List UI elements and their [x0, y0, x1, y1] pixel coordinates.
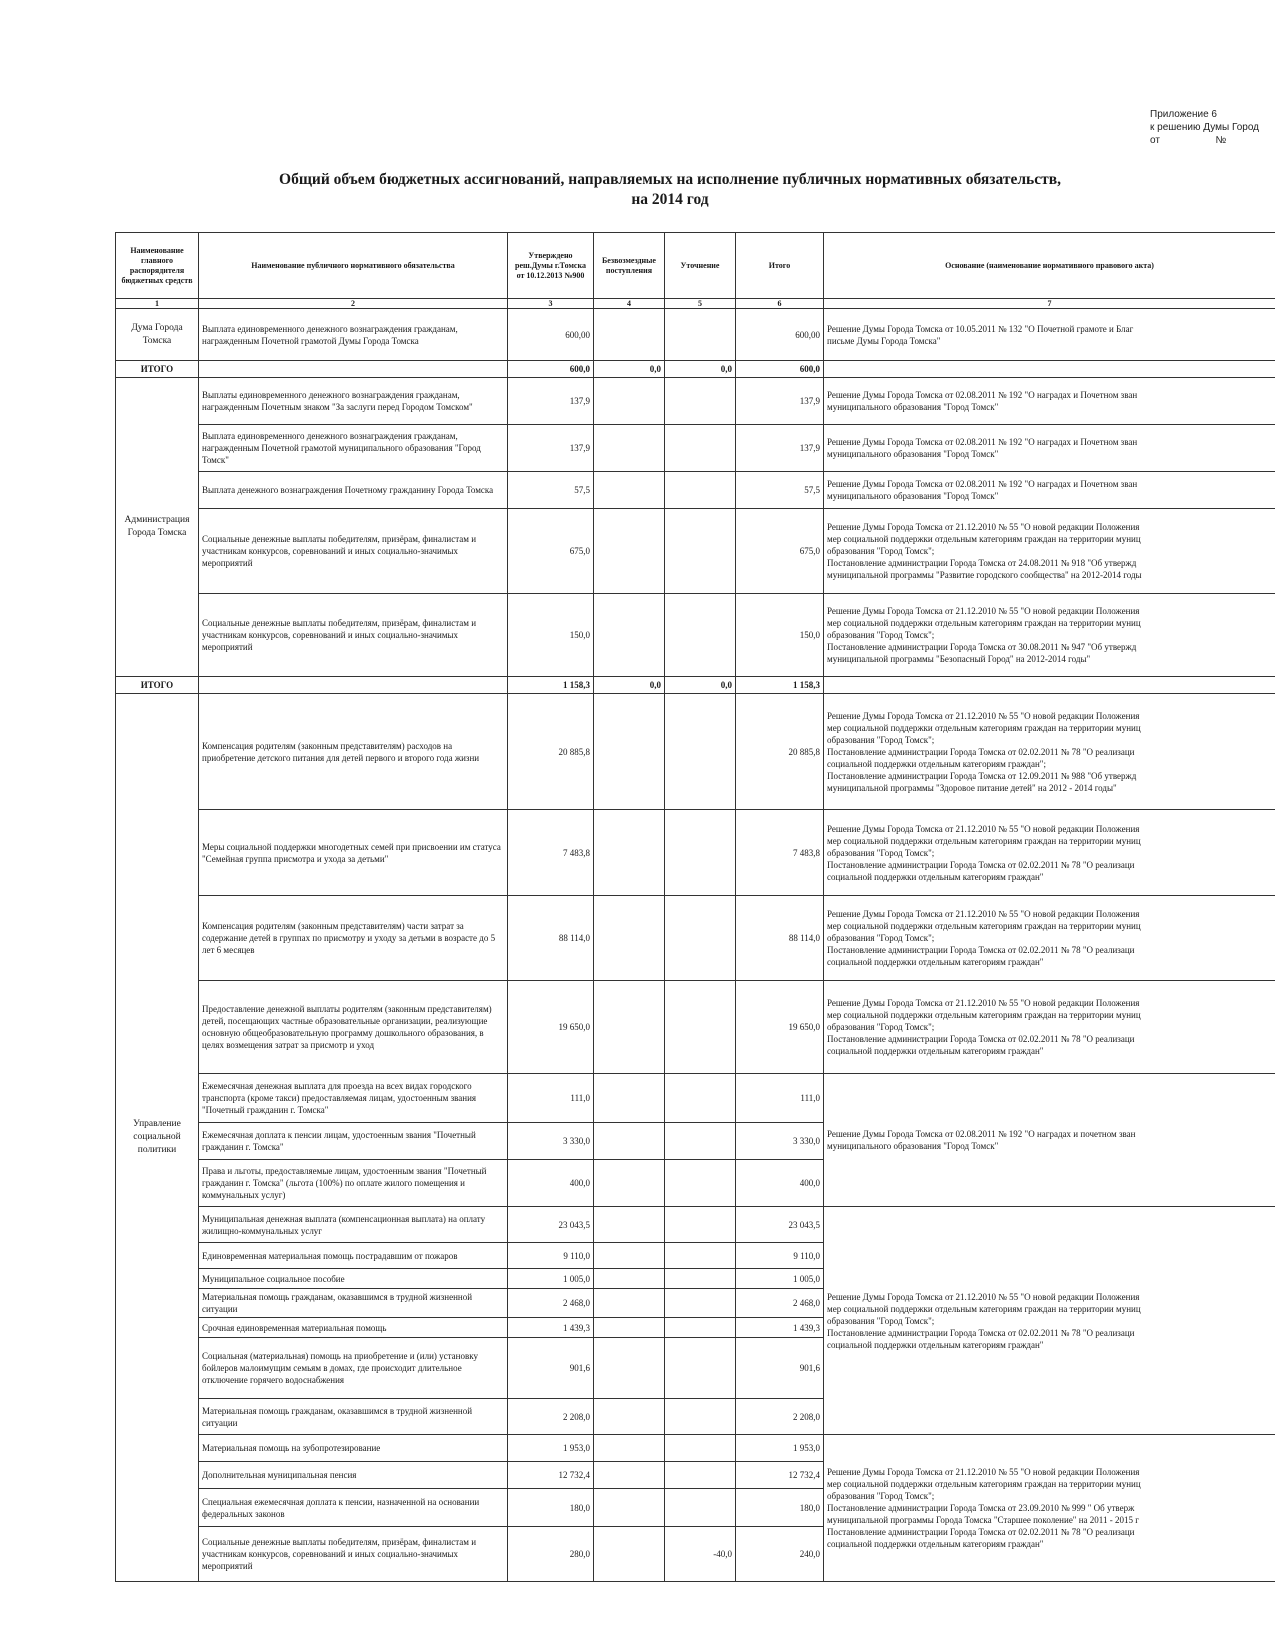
clarification-cell [665, 896, 736, 981]
basis-cell: Решение Думы Города Томска от 21.12.2010 № 55 "О новой редакции Положения мер социальной поддержки отдельным категориям граждан на территории муниц образования "Город Томск"; Постановление администрации Города Томска от 02.02.2011 № 78 "О реализаци социальной поддержки отдельным категориям граждан" [824, 1207, 1275, 1435]
distributor-cell: Дума Города Томска [116, 309, 199, 361]
free-receipts-cell [594, 425, 665, 472]
clarification-cell [665, 1289, 736, 1318]
total-cell: 7 483,8 [736, 810, 824, 896]
col-number: 6 [736, 299, 824, 309]
total-cell: 1 005,0 [736, 1269, 824, 1289]
free-receipts-cell [594, 472, 665, 509]
distributor-cell: Администрация Города Томска [116, 378, 199, 677]
itogo-clarification: 0,0 [665, 361, 736, 378]
total-cell: 901,6 [736, 1338, 824, 1399]
obligation-cell: Социальные денежные выплаты победителям, призёрам, финалистам и участникам конкурсов, соревнований и иных социально-значимых мероприятий [199, 594, 508, 677]
approved-cell: 19 650,0 [508, 981, 594, 1074]
table-row [116, 981, 1275, 1074]
header-clarification: Уточнение [665, 233, 736, 299]
basis-cell: Решение Думы Города Томска от 21.12.2010 № 55 "О новой редакции Положения мер социальной поддержки отдельным категориям граждан на территории муниц образования "Город Томск"; Постановление администрации Города Томска от 23.09.2010 № 999 " Об утверж муниципальной программы Города Томска "Старшее поколение" на 2011 - 2015 г Постановление администрации Города Томска от 02.02.2011 № 78 "О реализаци социальной поддержки отдельным категориям граждан" [824, 1435, 1275, 1582]
free-receipts-cell [594, 1289, 665, 1318]
obligation-cell: Права и льготы, предоставляемые лицам, удостоенным звания "Почетный гражданин г. Томска" (льгота (100%) по оплате жилого помещения и коммунальных услуг) [199, 1160, 508, 1207]
col-number: 7 [824, 299, 1275, 309]
obligation-cell: Выплата денежного вознаграждения Почетному гражданину Города Томска [199, 472, 508, 509]
approved-cell: 88 114,0 [508, 896, 594, 981]
clarification-cell [665, 694, 736, 810]
table-row [116, 694, 1275, 810]
approved-cell: 180,0 [508, 1489, 594, 1527]
col-number: 2 [199, 299, 508, 309]
approved-cell: 675,0 [508, 509, 594, 594]
free-receipts-cell [594, 1207, 665, 1243]
table-row [116, 1207, 1275, 1243]
empty-cell [824, 361, 1275, 378]
free-receipts-cell [594, 1318, 665, 1338]
clarification-cell [665, 1243, 736, 1269]
clarification-cell [665, 1269, 736, 1289]
free-receipts-cell [594, 1160, 665, 1207]
table-row [116, 309, 1275, 361]
approved-cell: 12 732,4 [508, 1462, 594, 1489]
basis-cell: Решение Думы Города Томска от 21.12.2010 № 55 "О новой редакции Положения мер социальной поддержки отдельным категориям граждан на территории муниц образования "Город Томск"; Постановление администрации Города Томска от 02.02.2011 № 78 "О реализаци социальной поддержки отдельным категориям граждан"; Постановление администрации Города Томска от 12.09.2011 № 988 "Об утвержд муниципальной программы "Здоровое питание детей" на 2012 - 2014 годы" [824, 694, 1275, 810]
total-cell: 19 650,0 [736, 981, 824, 1074]
basis-cell: Решение Думы Города Томска от 21.12.2010 № 55 "О новой редакции Положения мер социальной поддержки отдельным категориям граждан на территории муниц образования "Город Томск"; Постановление администрации Города Томска от 30.08.2011 № 947 "Об утвержд муниципальной программы "Безопасный Город" на 2012-2014 годы" [824, 594, 1275, 677]
free-receipts-cell [594, 594, 665, 677]
free-receipts-cell [594, 1527, 665, 1582]
attachment-from-label: от [1150, 135, 1160, 146]
clarification-cell [665, 1338, 736, 1399]
obligation-cell: Специальная ежемесячная доплата к пенсии, назначенной на основании федеральных законов [199, 1489, 508, 1527]
obligation-cell: Материальная помощь гражданам, оказавшимся в трудной жизненной ситуации [199, 1289, 508, 1318]
empty-cell [199, 677, 508, 694]
total-cell: 150,0 [736, 594, 824, 677]
basis-cell: Решение Думы Города Томска от 02.08.2011 № 192 "О наградах и Почетном зван муниципального образования "Город Томск" [824, 425, 1275, 472]
free-receipts-cell [594, 810, 665, 896]
total-cell: 12 732,4 [736, 1462, 824, 1489]
itogo-clarification: 0,0 [665, 677, 736, 694]
obligations-table [115, 232, 1275, 1582]
basis-cell: Решение Думы Города Томска от 21.12.2010 № 55 "О новой редакции Положения мер социальной поддержки отдельным категориям граждан на территории муниц образования "Город Томск"; Постановление администрации Города Томска от 02.02.2011 № 78 "О реализаци социальной поддержки отдельным категориям граждан" [824, 981, 1275, 1074]
basis-cell: Решение Думы Города Томска от 21.12.2010 № 55 "О новой редакции Положения мер социальной поддержки отдельным категориям граждан на территории муниц образования "Город Томск"; Постановление администрации Города Томска от 02.02.2011 № 78 "О реализаци социальной поддержки отдельным категориям граждан" [824, 896, 1275, 981]
obligation-cell: Материальная помощь на зубопротезирование [199, 1435, 508, 1462]
free-receipts-cell [594, 1399, 665, 1435]
basis-cell: Решение Думы Города Томска от 02.08.2011 № 192 "О наградах и почетном зван муниципального образования "Город Томск" [824, 1074, 1275, 1207]
distributor-cell: Управление социальной политики [116, 694, 199, 1582]
table-header-row [116, 233, 1275, 299]
total-cell: 57,5 [736, 472, 824, 509]
total-cell: 2 208,0 [736, 1399, 824, 1435]
itogo-total: 600,0 [736, 361, 824, 378]
clarification-cell [665, 1207, 736, 1243]
clarification-cell [665, 1318, 736, 1338]
approved-cell: 600,00 [508, 309, 594, 361]
approved-cell: 150,0 [508, 594, 594, 677]
approved-cell: 2 208,0 [508, 1399, 594, 1435]
approved-cell: 2 468,0 [508, 1289, 594, 1318]
total-cell: 23 043,5 [736, 1207, 824, 1243]
total-cell: 240,0 [736, 1527, 824, 1582]
empty-cell [199, 361, 508, 378]
table-row [116, 1435, 1275, 1462]
total-cell: 3 330,0 [736, 1123, 824, 1160]
total-cell: 137,9 [736, 425, 824, 472]
page-title [150, 170, 1190, 210]
total-cell: 137,9 [736, 378, 824, 425]
column-number-row [116, 299, 1275, 309]
free-receipts-cell [594, 509, 665, 594]
table-row [116, 810, 1275, 896]
clarification-cell [665, 1435, 736, 1462]
approved-cell: 23 043,5 [508, 1207, 594, 1243]
itogo-approved: 600,0 [508, 361, 594, 378]
basis-cell: Решение Думы Города Томска от 02.08.2011 № 192 "О наградах и Почетном зван муниципального образования "Город Томск" [824, 472, 1275, 509]
free-receipts-cell [594, 981, 665, 1074]
free-receipts-cell [594, 896, 665, 981]
obligation-cell: Срочная единовременная материальная помощь [199, 1318, 508, 1338]
clarification-cell [665, 1462, 736, 1489]
free-receipts-cell [594, 1074, 665, 1123]
table-row [116, 378, 1275, 425]
obligation-cell: Выплата единовременного денежного вознаграждения гражданам, награжденным Почетной грамотой муниципального образования "Город Томск" [199, 425, 508, 472]
itogo-free-receipts: 0,0 [594, 677, 665, 694]
header-free-receipts: Безвозмездные поступления [594, 233, 665, 299]
table-row [116, 1074, 1275, 1123]
approved-cell: 1 953,0 [508, 1435, 594, 1462]
approved-cell: 280,0 [508, 1527, 594, 1582]
approved-cell: 137,9 [508, 378, 594, 425]
clarification-cell [665, 1160, 736, 1207]
obligation-cell: Материальная помощь гражданам, оказавшимся в трудной жизненной ситуации [199, 1399, 508, 1435]
total-cell: 600,00 [736, 309, 824, 361]
obligation-cell: Социальные денежные выплаты победителям, призёрам, финалистам и участникам конкурсов, соревнований и иных социально-значимых мероприятий [199, 1527, 508, 1582]
itogo-row [116, 361, 1275, 378]
approved-cell: 3 330,0 [508, 1123, 594, 1160]
clarification-cell [665, 1123, 736, 1160]
total-cell: 88 114,0 [736, 896, 824, 981]
itogo-total: 1 158,3 [736, 677, 824, 694]
approved-cell: 9 110,0 [508, 1243, 594, 1269]
header-obligation: Наименование публичного нормативного обязательства [199, 233, 508, 299]
clarification-cell [665, 981, 736, 1074]
table-row [116, 472, 1275, 509]
free-receipts-cell [594, 1269, 665, 1289]
total-cell: 1 953,0 [736, 1435, 824, 1462]
clarification-cell [665, 425, 736, 472]
total-cell: 1 439,3 [736, 1318, 824, 1338]
clarification-cell [665, 509, 736, 594]
clarification-cell [665, 309, 736, 361]
free-receipts-cell [594, 1338, 665, 1399]
obligation-cell: Предоставление денежной выплаты родителям (законным представителям) детей, посещающих частные образовательные организации, реализующие основную общеобразовательную программу дошкольного образования, в целях возмещения затрат за присмотр и уход [199, 981, 508, 1074]
header-approved: Утверждено реш.Думы г.Томска от 10.12.2013 №900 [508, 233, 594, 299]
title-line2: на 2014 год [631, 191, 709, 208]
itogo-approved: 1 158,3 [508, 677, 594, 694]
free-receipts-cell [594, 1123, 665, 1160]
approved-cell: 111,0 [508, 1074, 594, 1123]
table-row [116, 425, 1275, 472]
clarification-cell [665, 810, 736, 896]
attachment-note [1150, 108, 1259, 147]
basis-cell: Решение Думы Города Томска от 21.12.2010 № 55 "О новой редакции Положения мер социальной поддержки отдельным категориям граждан на территории муниц образования "Город Томск"; Постановление администрации Города Томска от 02.02.2011 № 78 "О реализаци социальной поддержки отдельным категориям граждан" [824, 810, 1275, 896]
empty-cell [824, 677, 1275, 694]
col-number: 4 [594, 299, 665, 309]
header-total: Итого [736, 233, 824, 299]
free-receipts-cell [594, 309, 665, 361]
total-cell: 675,0 [736, 509, 824, 594]
col-number: 1 [116, 299, 199, 309]
itogo-label: ИТОГО [116, 361, 199, 378]
approved-cell: 57,5 [508, 472, 594, 509]
col-number: 3 [508, 299, 594, 309]
free-receipts-cell [594, 378, 665, 425]
obligation-cell: Дополнительная муниципальная пенсия [199, 1462, 508, 1489]
header-distributor: Наименование главного распорядителя бюджетных средств [116, 233, 199, 299]
free-receipts-cell [594, 1435, 665, 1462]
approved-cell: 7 483,8 [508, 810, 594, 896]
table-row [116, 509, 1275, 594]
clarification-cell [665, 1489, 736, 1527]
attachment-line3 [1150, 134, 1259, 147]
total-cell: 111,0 [736, 1074, 824, 1123]
approved-cell: 1 005,0 [508, 1269, 594, 1289]
total-cell: 20 885,8 [736, 694, 824, 810]
obligation-cell: Муниципальная денежная выплата (компенсационная выплата) на оплату жилищно-коммунальных услуг [199, 1207, 508, 1243]
basis-cell: Решение Думы Города Томска от 10.05.2011 № 132 "О Почетной грамоте и Благ письме Думы Города Томска" [824, 309, 1275, 361]
approved-cell: 137,9 [508, 425, 594, 472]
free-receipts-cell [594, 1462, 665, 1489]
approved-cell: 20 885,8 [508, 694, 594, 810]
title-line1: Общий объем бюджетных ассигнований, направляемых на исполнение публичных нормативных обязательств, [279, 171, 1061, 188]
obligation-cell: Социальные денежные выплаты победителям, призёрам, финалистам и участникам конкурсов, соревнований и иных социально-значимых мероприятий [199, 509, 508, 594]
approved-cell: 1 439,3 [508, 1318, 594, 1338]
total-cell: 180,0 [736, 1489, 824, 1527]
itogo-row [116, 677, 1275, 694]
col-number: 5 [665, 299, 736, 309]
table-row [116, 896, 1275, 981]
free-receipts-cell [594, 1489, 665, 1527]
obligation-cell: Ежемесячная доплата к пенсии лицам, удостоенным звания "Почетный гражданин г. Томска" [199, 1123, 508, 1160]
header-basis: Основание (наименование нормативного правового акта) [824, 233, 1275, 299]
clarification-cell [665, 594, 736, 677]
obligation-cell: Ежемесячная денежная выплата для проезда на всех видах городского транспорта (кроме такси) предоставляемая лицам, удостоенным звания "Почетный гражданин г. Томска" [199, 1074, 508, 1123]
approved-cell: 400,0 [508, 1160, 594, 1207]
table-row [116, 594, 1275, 677]
itogo-free-receipts: 0,0 [594, 361, 665, 378]
clarification-cell [665, 472, 736, 509]
total-cell: 9 110,0 [736, 1243, 824, 1269]
total-cell: 400,0 [736, 1160, 824, 1207]
basis-cell: Решение Думы Города Томска от 02.08.2011 № 192 "О наградах и Почетном зван муниципального образования "Город Томск" [824, 378, 1275, 425]
obligation-cell: Муниципальное социальное пособие [199, 1269, 508, 1289]
obligation-cell: Компенсация родителям (законным представителям) части затрат за содержание детей в группах по присмотру и уходу за детьми в возрасте до 5 лет 6 месяцев [199, 896, 508, 981]
clarification-cell: -40,0 [665, 1527, 736, 1582]
free-receipts-cell [594, 1243, 665, 1269]
basis-cell: Решение Думы Города Томска от 21.12.2010 № 55 "О новой редакции Положения мер социальной поддержки отдельным категориям граждан на территории муниц образования "Город Томск"; Постановление администрации Города Томска от 24.08.2011 № 918 "Об утвержд муниципальной программы "Развитие городского сообщества" на 2012-2014 годы [824, 509, 1275, 594]
obligation-cell: Компенсация родителям (законным представителям) расходов на приобретение детского питания для детей первого и второго года жизни [199, 694, 508, 810]
obligation-cell: Социальная (материальная) помощь на приобретение и (или) установку бойлеров малоимущим семьям в домах, где происходит длительное отключение горячего водоснабжения [199, 1338, 508, 1399]
itogo-label: ИТОГО [116, 677, 199, 694]
attachment-line1: Приложение 6 [1150, 109, 1217, 120]
approved-cell: 901,6 [508, 1338, 594, 1399]
obligation-cell: Выплаты единовременного денежного вознаграждения гражданам, награжденным Почетным знаком "За заслуги перед Городом Томском" [199, 378, 508, 425]
clarification-cell [665, 1399, 736, 1435]
obligation-cell: Меры социальной поддержки многодетных семей при присвоении им статуса "Семейная группа присмотра и ухода за детьми" [199, 810, 508, 896]
clarification-cell [665, 1074, 736, 1123]
attachment-line2: к решению Думы Город [1150, 122, 1260, 133]
free-receipts-cell [594, 694, 665, 810]
attachment-number-label: № [1215, 135, 1227, 146]
clarification-cell [665, 378, 736, 425]
obligation-cell: Выплата единовременного денежного вознаграждения гражданам, награжденным Почетной грамотой Думы Города Томска [199, 309, 508, 361]
total-cell: 2 468,0 [736, 1289, 824, 1318]
obligation-cell: Единовременная материальная помощь пострадавшим от пожаров [199, 1243, 508, 1269]
